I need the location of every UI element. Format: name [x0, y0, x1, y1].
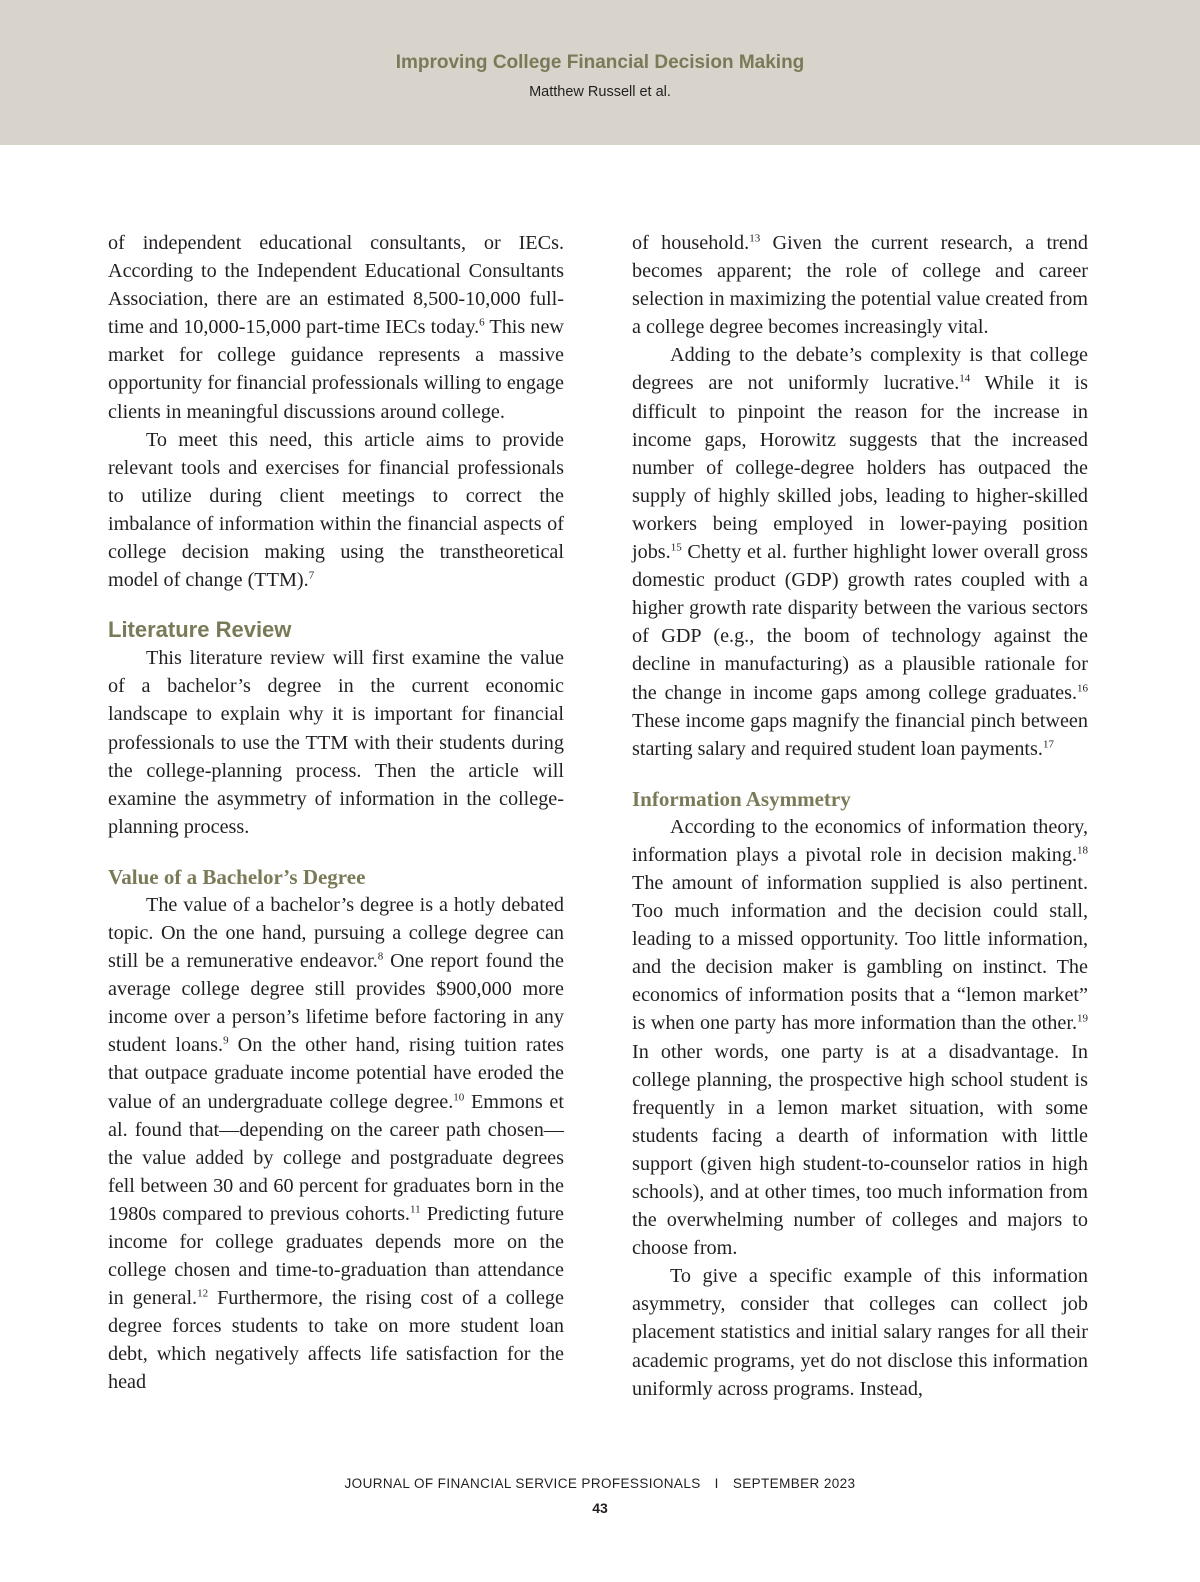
section-heading: Literature Review	[108, 617, 292, 643]
running-title: Improving College Financial Decision Making	[395, 52, 805, 73]
paragraph: The value of a bachelor’s degree is a hotly debated topic. On the one hand, pursuing a college degree can still be a remunerative endeavor.$^8$ One report found the average college degree still provides $900,000 more income over a person’s lifetime before factoring in any student loans.$^9$ On the other hand, rising tuition rates that outpace graduate income potential have eroded the value of an undergraduate college degree.$^{10}$ Emmons et al. found that—depending on the career path chosen—the value added by college and postgraduate degrees fell between 30 and 60 percent for graduates born in the 1980s compared to previous cohorts.$^{11}$ Predicting future income for college graduates depends more on the college chosen and time-to-graduation than attendance in general.$^{12}$ Furthermore, the rising cost of a college degree forces students to take on more student loan debt, which negatively affects life satisfaction for the head	[108, 893, 564, 1394]
paragraph: Adding to the debate’s complexity is that college degrees are not uniformly lucrative.$^{14}$ While it is difficult to pinpoint the reason for the increase in income gaps, Horowitz suggests that the increased number of college-degree holders has outpaced the supply of highly skilled jobs, leading to higher-skilled workers being employed in lower-paying position jobs.$^{15}$ Chetty et al. further highlight lower overall gross domestic product (GDP) growth rates coupled with a higher growth rate disparity between the various sectors of GDP (e.g., the boom of technology against the decline in manufacturing) as a plausible rationale for the change in income gaps among college graduates.$^{16}$ These income gaps magnify the financial pinch between starting salary and required student loan payments.$^{17}$	[632, 344, 1088, 760]
footnote-ref[interactable]: 6	[479, 316, 485, 329]
paragraph: To meet this need, this article aims to provide relevant tools and exercises for financial professionals to utilize during client meetings to correct the imbalance of information within the financial aspects of college decision making using the transtheoretical model of change (TTM).$^7$	[108, 428, 564, 592]
footnote-ref[interactable]: 8	[377, 950, 384, 963]
left-column	[108, 229, 564, 1397]
footnote-ref[interactable]: 13	[749, 232, 761, 245]
footnote-ref[interactable]: 9	[223, 1034, 229, 1047]
footnote-ref[interactable]: 7	[308, 569, 315, 582]
footnote-ref[interactable]: 15	[670, 541, 682, 554]
paragraph: To give a specific example of this information asymmetry, consider that colleges can collect job placement statistics and initial salary ranges for all their academic programs, yet do not disclose this information uniformly across programs. Instead,	[632, 1265, 1088, 1400]
paragraph: This literature review will first examine the value of a bachelor’s degree in the current economic landscape to explain why it is important for financial professionals to use the TTM with their students during the college-planning process. Then the article will examine the asymmetry of information in the college-planning process.	[108, 647, 564, 838]
right-column	[632, 229, 1088, 1403]
subsection-heading: Information Asymmetry	[632, 786, 851, 811]
journal-name: JOURNAL OF FINANCIAL SERVICE PROFESSIONALS	[344, 1476, 701, 1491]
footnote-ref[interactable]: 12	[197, 1287, 209, 1300]
footnote-ref[interactable]: 17	[1042, 737, 1054, 750]
paragraph: of independent educational consultants, or IECs. According to the Independent Educational Consultants Association, there are an estimated 8,500-10,000 full-time and 10,000-15,000 part-time IECs today.$^6$ This new market for college guidance represents a massive opportunity for financial professionals willing to engage clients in meaningful discussions around college.	[108, 232, 564, 423]
footnote-ref[interactable]: 18	[1077, 844, 1088, 857]
footnote-ref[interactable]: 10	[453, 1090, 465, 1103]
paragraph: According to the economics of information theory, information plays a pivotal role in decision making.$^{18}$ The amount of information supplied is also pertinent. Too much information and the decision could stall, leading to a missed opportunity. Too little information, and the decision maker is gambling on instinct. The economics of information posits that a “lemon market” is when one party has more information than the other.$^{19}$ In other words, one party is at a disadvantage. In college planning, the prospective high school student is frequently in a lemon market situation, with some students facing a dearth of information with little support (given high student-to-counselor ratios in high schools), and at other times, too much information from the overwhelming number of colleges and majors to choose from.	[632, 815, 1088, 1260]
footnote-ref[interactable]: 19	[1077, 1012, 1088, 1025]
subsection-heading: Value of a Bachelor’s Degree	[108, 864, 366, 889]
footer-journal-line	[0, 1476, 1200, 1491]
footnote-ref[interactable]: 11	[409, 1203, 421, 1216]
page-number: 43	[592, 1500, 608, 1516]
footnote-ref[interactable]: 14	[959, 372, 971, 385]
paragraph: of household.$^{13}$ Given the current research, a trend becomes apparent; the role of college and career selection in maximizing the potential value created from a college degree becomes increasingly vital.	[632, 232, 1088, 339]
page-header	[0, 0, 1200, 145]
footnote-ref[interactable]: 16	[1077, 681, 1088, 694]
running-authors: Matthew Russell et al.	[529, 84, 671, 100]
issue-date: SEPTEMBER 2023	[732, 1476, 856, 1491]
footer-separator: I	[714, 1476, 719, 1491]
